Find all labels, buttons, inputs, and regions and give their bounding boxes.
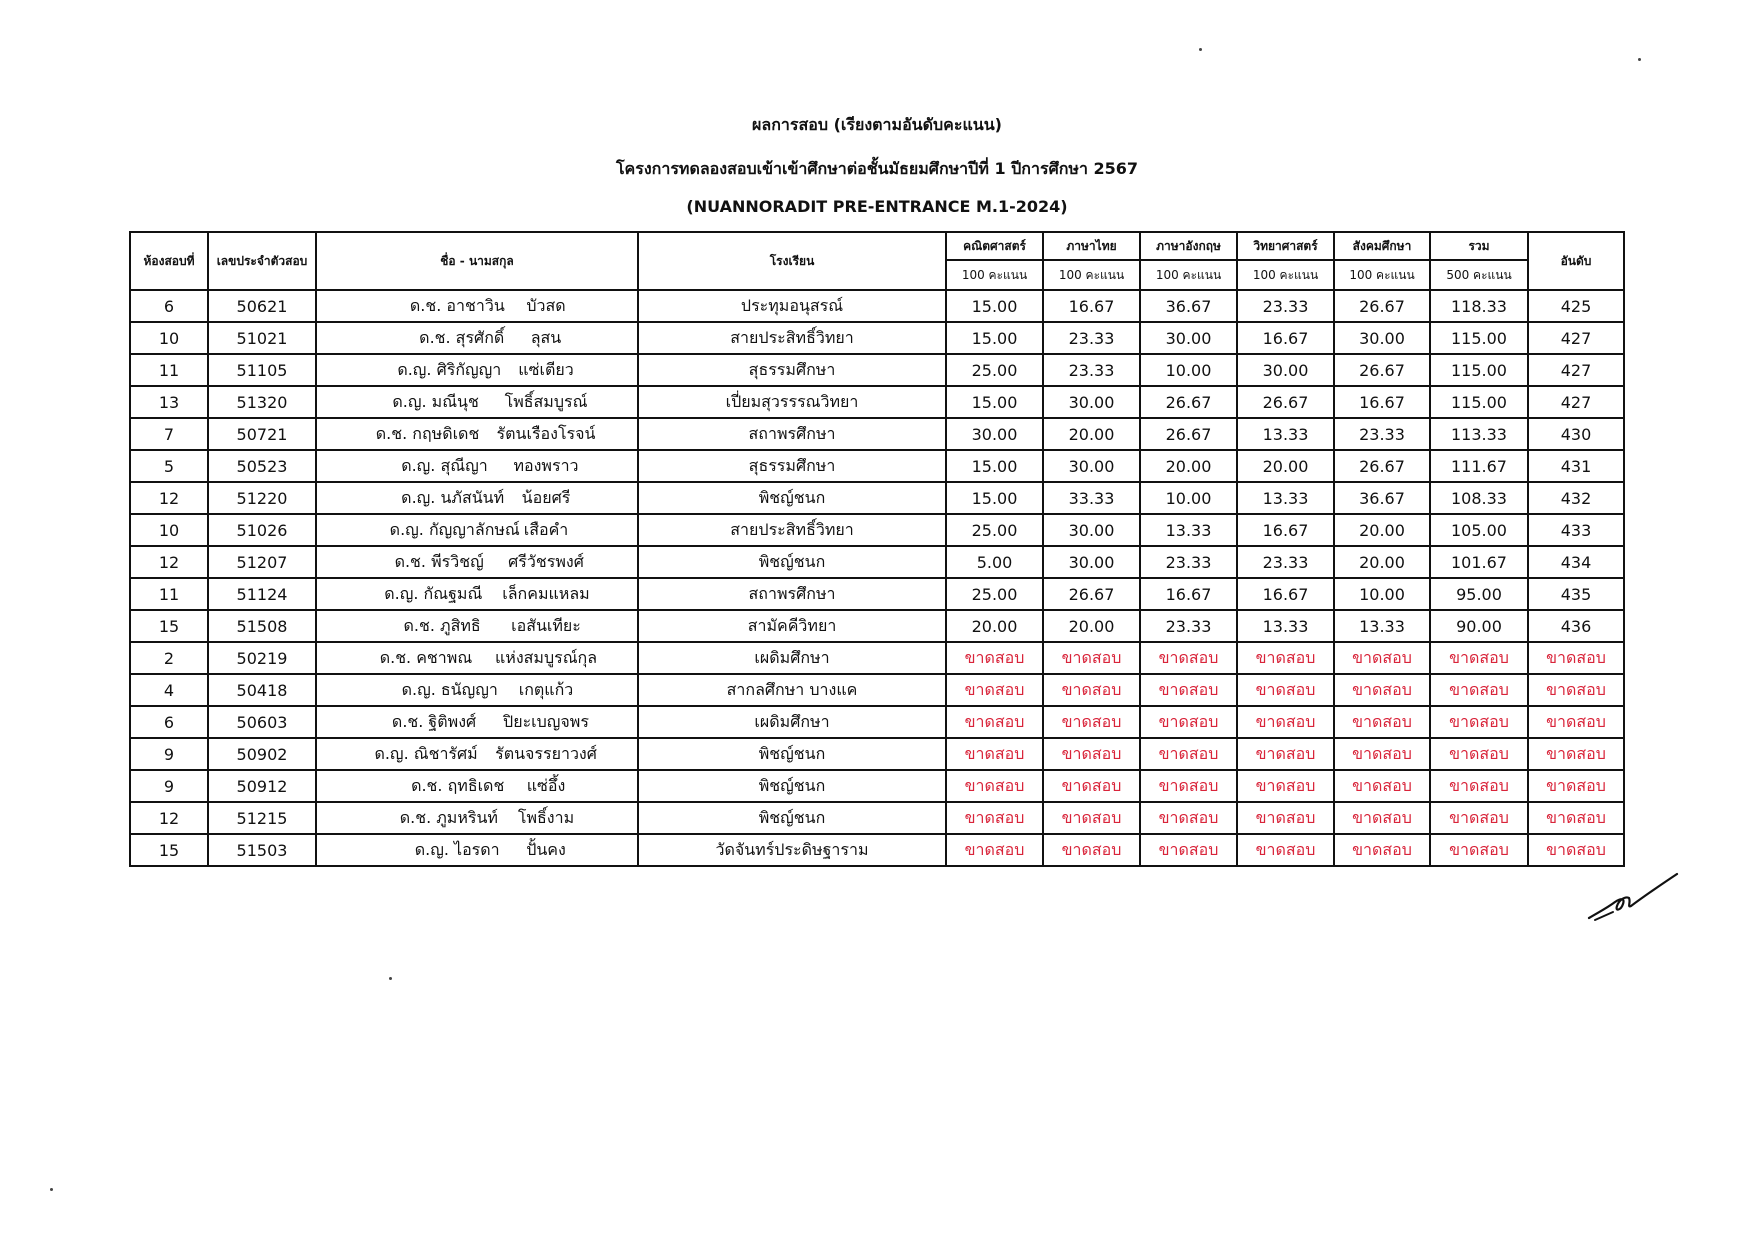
table-row: [130, 354, 1624, 386]
header-english: ภาษาอังกฤษ: [1140, 232, 1237, 260]
cell-school: สถาพรศึกษา: [638, 578, 946, 610]
cell-thai: 30.00: [1043, 450, 1140, 482]
cell-science: 13.33: [1237, 482, 1334, 514]
cell-math: 30.00: [946, 418, 1043, 450]
cell-name: [316, 354, 638, 386]
last-name: รัตนจรรยาวงศ์: [495, 743, 597, 763]
last-name: โพธิ์สมบูรณ์: [504, 391, 588, 411]
last-name: แซ่อึ้ง: [526, 775, 566, 795]
table-row: [130, 546, 1624, 578]
last-name: เล็กคมแหลม: [502, 583, 590, 603]
cell-thai: 26.67: [1043, 578, 1140, 610]
cell-name: [316, 770, 638, 802]
cell-social: ขาดสอบ: [1334, 674, 1430, 706]
cell-total: ขาดสอบ: [1430, 642, 1528, 674]
cell-total: 118.33: [1430, 290, 1528, 322]
cell-social: ขาดสอบ: [1334, 834, 1430, 866]
cell-rank: 427: [1528, 322, 1624, 354]
cell-science: ขาดสอบ: [1237, 642, 1334, 674]
last-name: เอสันเทียะ: [511, 615, 581, 635]
cell-social: 26.67: [1334, 450, 1430, 482]
last-name: แห่งสมบูรณ์กุล: [494, 647, 598, 667]
cell-school: สถาพรศึกษา: [638, 418, 946, 450]
cell-room: 9: [130, 770, 208, 802]
cell-math: ขาดสอบ: [946, 834, 1043, 866]
cell-total: 105.00: [1430, 514, 1528, 546]
results-table: [129, 231, 1625, 867]
table-row: [130, 706, 1624, 738]
cell-science: 16.67: [1237, 578, 1334, 610]
first-name: ด.ช. ฐิติพงศ์: [391, 711, 477, 731]
cell-thai: ขาดสอบ: [1043, 802, 1140, 834]
cell-math: 25.00: [946, 354, 1043, 386]
last-name: ลุสน: [530, 327, 562, 347]
last-name: น้อยศรี: [521, 487, 571, 507]
table-row: [130, 642, 1624, 674]
header-math: คณิตศาสตร์: [946, 232, 1043, 260]
cell-english: 13.33: [1140, 514, 1237, 546]
cell-english: ขาดสอบ: [1140, 674, 1237, 706]
cell-thai: 23.33: [1043, 354, 1140, 386]
first-name: ด.ญ. กัญญาลักษณ์: [389, 519, 520, 539]
cell-school: เผดิมศึกษา: [638, 706, 946, 738]
cell-room: 9: [130, 738, 208, 770]
first-name: ด.ญ. ศิริกัญญา: [397, 359, 502, 379]
table-row: [130, 610, 1624, 642]
cell-thai: 20.00: [1043, 418, 1140, 450]
cell-social: 20.00: [1334, 514, 1430, 546]
speck: [50, 1188, 53, 1191]
cell-science: 13.33: [1237, 610, 1334, 642]
cell-total: 113.33: [1430, 418, 1528, 450]
cell-total: 115.00: [1430, 386, 1528, 418]
last-name: แซ่เตียว: [518, 359, 574, 379]
last-name: โพธิ์งาม: [517, 807, 575, 827]
cell-math: 15.00: [946, 482, 1043, 514]
cell-exam-id: 51220: [208, 482, 316, 514]
cell-total: ขาดสอบ: [1430, 802, 1528, 834]
table-row: [130, 674, 1624, 706]
cell-school: สุธรรมศึกษา: [638, 450, 946, 482]
cell-thai: ขาดสอบ: [1043, 674, 1140, 706]
cell-total: 95.00: [1430, 578, 1528, 610]
cell-thai: 16.67: [1043, 290, 1140, 322]
header-science: วิทยาศาสตร์: [1237, 232, 1334, 260]
speck: [1638, 58, 1641, 61]
cell-total: ขาดสอบ: [1430, 770, 1528, 802]
header-name: ชื่อ - นามสกุล: [316, 232, 638, 290]
first-name: ด.ญ. ธนัญญา: [401, 679, 498, 699]
cell-total: 101.67: [1430, 546, 1528, 578]
cell-social: 13.33: [1334, 610, 1430, 642]
cell-room: 5: [130, 450, 208, 482]
header-social-max: 100 คะแนน: [1334, 260, 1430, 290]
cell-room: 12: [130, 546, 208, 578]
cell-total: 115.00: [1430, 322, 1528, 354]
cell-rank: 425: [1528, 290, 1624, 322]
cell-english: 10.00: [1140, 354, 1237, 386]
first-name: ด.ญ. ไอรดา: [414, 839, 500, 859]
cell-room: 6: [130, 706, 208, 738]
cell-rank: 430: [1528, 418, 1624, 450]
cell-rank: 432: [1528, 482, 1624, 514]
table-body: [130, 290, 1624, 866]
cell-room: 12: [130, 482, 208, 514]
cell-exam-id: 51105: [208, 354, 316, 386]
header-math-max: 100 คะแนน: [946, 260, 1043, 290]
last-name: เกตุแก้ว: [518, 679, 574, 699]
first-name: ด.ญ. กัณฐมณี: [384, 583, 483, 603]
table-row: [130, 386, 1624, 418]
table-row: [130, 450, 1624, 482]
cell-school: เปี่ยมสุวรรรณวิทยา: [638, 386, 946, 418]
table-row: [130, 322, 1624, 354]
cell-total: 115.00: [1430, 354, 1528, 386]
cell-science: 26.67: [1237, 386, 1334, 418]
cell-math: ขาดสอบ: [946, 802, 1043, 834]
cell-rank: ขาดสอบ: [1528, 770, 1624, 802]
cell-room: 13: [130, 386, 208, 418]
cell-name: [316, 674, 638, 706]
cell-exam-id: 50912: [208, 770, 316, 802]
cell-exam-id: 51124: [208, 578, 316, 610]
cell-math: 15.00: [946, 290, 1043, 322]
cell-thai: ขาดสอบ: [1043, 738, 1140, 770]
cell-total: ขาดสอบ: [1430, 834, 1528, 866]
cell-total: 108.33: [1430, 482, 1528, 514]
cell-name: [316, 738, 638, 770]
cell-exam-id: 51320: [208, 386, 316, 418]
table-row: [130, 834, 1624, 866]
cell-social: 23.33: [1334, 418, 1430, 450]
cell-school: สายประสิทธิ์วิทยา: [638, 514, 946, 546]
cell-name: [316, 386, 638, 418]
cell-room: 10: [130, 322, 208, 354]
last-name: ปั้นคง: [526, 839, 566, 859]
cell-thai: 33.33: [1043, 482, 1140, 514]
table-row: [130, 802, 1624, 834]
first-name: ด.ช. กฤษดิเดช: [375, 423, 480, 443]
cell-math: 25.00: [946, 514, 1043, 546]
speck: [389, 977, 392, 980]
cell-room: 15: [130, 610, 208, 642]
cell-rank: ขาดสอบ: [1528, 738, 1624, 770]
cell-rank: ขาดสอบ: [1528, 642, 1624, 674]
cell-science: 16.67: [1237, 514, 1334, 546]
last-name: บัวสด: [526, 295, 566, 315]
cell-math: 15.00: [946, 386, 1043, 418]
handwritten-signature-icon: [1585, 868, 1681, 924]
cell-social: 20.00: [1334, 546, 1430, 578]
cell-total: 90.00: [1430, 610, 1528, 642]
cell-thai: ขาดสอบ: [1043, 642, 1140, 674]
cell-english: ขาดสอบ: [1140, 706, 1237, 738]
cell-school: พิชญ์ชนก: [638, 802, 946, 834]
cell-school: วัดจันทร์ประดิษฐาราม: [638, 834, 946, 866]
cell-total: ขาดสอบ: [1430, 706, 1528, 738]
cell-name: [316, 802, 638, 834]
cell-english: 10.00: [1140, 482, 1237, 514]
header-science-max: 100 คะแนน: [1237, 260, 1334, 290]
cell-room: 7: [130, 418, 208, 450]
cell-school: พิชญ์ชนก: [638, 482, 946, 514]
cell-school: สามัคคีวิทยา: [638, 610, 946, 642]
header-english-max: 100 คะแนน: [1140, 260, 1237, 290]
cell-english: ขาดสอบ: [1140, 802, 1237, 834]
header-total-max: 500 คะแนน: [1430, 260, 1528, 290]
cell-school: สายประสิทธิ์วิทยา: [638, 322, 946, 354]
last-name: ทองพราว: [513, 455, 579, 475]
first-name: ด.ช. สุรศักดิ์: [419, 327, 505, 347]
table-row: [130, 770, 1624, 802]
first-name: ด.ช. ภูสิทธิ: [403, 615, 481, 635]
cell-exam-id: 50523: [208, 450, 316, 482]
cell-rank: ขาดสอบ: [1528, 674, 1624, 706]
cell-social: ขาดสอบ: [1334, 802, 1430, 834]
cell-total: ขาดสอบ: [1430, 674, 1528, 706]
cell-exam-id: 51207: [208, 546, 316, 578]
cell-math: 15.00: [946, 450, 1043, 482]
header-school: โรงเรียน: [638, 232, 946, 290]
header-room: ห้องสอบที่: [130, 232, 208, 290]
cell-english: 36.67: [1140, 290, 1237, 322]
cell-english: ขาดสอบ: [1140, 834, 1237, 866]
cell-exam-id: 51508: [208, 610, 316, 642]
table-row: [130, 578, 1624, 610]
cell-exam-id: 50219: [208, 642, 316, 674]
cell-social: 26.67: [1334, 354, 1430, 386]
cell-rank: 433: [1528, 514, 1624, 546]
cell-thai: 30.00: [1043, 546, 1140, 578]
cell-name: [316, 642, 638, 674]
cell-rank: 427: [1528, 386, 1624, 418]
cell-science: ขาดสอบ: [1237, 770, 1334, 802]
first-name: ด.ญ. ณิชารัศม์: [374, 743, 478, 763]
cell-math: 5.00: [946, 546, 1043, 578]
table-row: [130, 418, 1624, 450]
cell-rank: 435: [1528, 578, 1624, 610]
header-thai: ภาษาไทย: [1043, 232, 1140, 260]
cell-english: ขาดสอบ: [1140, 770, 1237, 802]
table-row: [130, 290, 1624, 322]
cell-math: 20.00: [946, 610, 1043, 642]
cell-social: 16.67: [1334, 386, 1430, 418]
cell-name: [316, 322, 638, 354]
header-total: รวม: [1430, 232, 1528, 260]
cell-science: 13.33: [1237, 418, 1334, 450]
table-row: [130, 514, 1624, 546]
cell-science: ขาดสอบ: [1237, 834, 1334, 866]
cell-name: [316, 578, 638, 610]
cell-exam-id: 50621: [208, 290, 316, 322]
cell-english: ขาดสอบ: [1140, 642, 1237, 674]
cell-exam-id: 50603: [208, 706, 316, 738]
cell-english: 20.00: [1140, 450, 1237, 482]
cell-exam-id: 51215: [208, 802, 316, 834]
cell-english: 23.33: [1140, 546, 1237, 578]
cell-science: 20.00: [1237, 450, 1334, 482]
cell-exam-id: 50902: [208, 738, 316, 770]
first-name: ด.ญ. มณีนุช: [392, 391, 479, 411]
cell-school: สุธรรมศึกษา: [638, 354, 946, 386]
cell-name: [316, 610, 638, 642]
cell-english: 16.67: [1140, 578, 1237, 610]
cell-exam-id: 51021: [208, 322, 316, 354]
first-name: ด.ช. ฤทธิเดช: [411, 775, 505, 795]
cell-room: 6: [130, 290, 208, 322]
cell-school: เผดิมศึกษา: [638, 642, 946, 674]
first-name: ด.ช. ภูมหรินท์: [399, 807, 498, 827]
cell-english: 23.33: [1140, 610, 1237, 642]
document-program-code: (NUANNORADIT PRE-ENTRANCE M.1-2024): [686, 197, 1068, 216]
last-name: เสือคำ: [523, 519, 569, 539]
cell-rank: ขาดสอบ: [1528, 706, 1624, 738]
cell-rank: ขาดสอบ: [1528, 834, 1624, 866]
cell-room: 4: [130, 674, 208, 706]
cell-thai: 30.00: [1043, 386, 1140, 418]
cell-thai: 23.33: [1043, 322, 1140, 354]
cell-name: [316, 450, 638, 482]
first-name: ด.ญ. สุณีญา: [401, 455, 488, 475]
last-name: ศรีวัชรพงศ์: [508, 551, 584, 571]
cell-science: ขาดสอบ: [1237, 802, 1334, 834]
cell-english: 26.67: [1140, 418, 1237, 450]
cell-school: สากลศึกษา บางแค: [638, 674, 946, 706]
cell-english: 30.00: [1140, 322, 1237, 354]
cell-school: ประทุมอนุสรณ์: [638, 290, 946, 322]
cell-science: 16.67: [1237, 322, 1334, 354]
table-row: [130, 738, 1624, 770]
cell-rank: 436: [1528, 610, 1624, 642]
cell-math: 15.00: [946, 322, 1043, 354]
header-social: สังคมศึกษา: [1334, 232, 1430, 260]
speck: [1199, 48, 1202, 51]
cell-name: [316, 514, 638, 546]
table-row: [130, 482, 1624, 514]
cell-english: ขาดสอบ: [1140, 738, 1237, 770]
first-name: ด.ช. อาชาวิน: [409, 295, 505, 315]
cell-science: 23.33: [1237, 290, 1334, 322]
cell-rank: ขาดสอบ: [1528, 802, 1624, 834]
cell-math: ขาดสอบ: [946, 642, 1043, 674]
cell-social: ขาดสอบ: [1334, 642, 1430, 674]
cell-rank: 427: [1528, 354, 1624, 386]
first-name: ด.ช. คชาพณ: [379, 647, 473, 667]
cell-math: ขาดสอบ: [946, 770, 1043, 802]
document-title: ผลการสอบ (เรียงตามอันดับคะแนน): [752, 115, 1002, 134]
cell-thai: ขาดสอบ: [1043, 706, 1140, 738]
header-exam-id: เลขประจำตัวสอบ: [208, 232, 316, 290]
cell-thai: ขาดสอบ: [1043, 834, 1140, 866]
cell-thai: 20.00: [1043, 610, 1140, 642]
document-subtitle: โครงการทดลองสอบเข้าเข้าศึกษาต่อชั้นมัธยมศึกษาปีที่ 1 ปีการศึกษา 2567: [615, 159, 1139, 178]
cell-room: 12: [130, 802, 208, 834]
cell-name: [316, 834, 638, 866]
cell-exam-id: 50418: [208, 674, 316, 706]
cell-exam-id: 51026: [208, 514, 316, 546]
cell-science: 23.33: [1237, 546, 1334, 578]
cell-name: [316, 482, 638, 514]
cell-room: 15: [130, 834, 208, 866]
cell-room: 10: [130, 514, 208, 546]
cell-total: 111.67: [1430, 450, 1528, 482]
header-rank: อันดับ: [1528, 232, 1624, 290]
cell-total: ขาดสอบ: [1430, 738, 1528, 770]
cell-social: 30.00: [1334, 322, 1430, 354]
cell-name: [316, 546, 638, 578]
cell-rank: 434: [1528, 546, 1624, 578]
cell-name: [316, 290, 638, 322]
cell-rank: 431: [1528, 450, 1624, 482]
cell-english: 26.67: [1140, 386, 1237, 418]
cell-thai: ขาดสอบ: [1043, 770, 1140, 802]
cell-social: ขาดสอบ: [1334, 770, 1430, 802]
cell-math: 25.00: [946, 578, 1043, 610]
cell-exam-id: 50721: [208, 418, 316, 450]
first-name: ด.ญ. นภัสนันท์: [401, 487, 505, 507]
cell-room: 2: [130, 642, 208, 674]
cell-math: ขาดสอบ: [946, 738, 1043, 770]
header-thai-max: 100 คะแนน: [1043, 260, 1140, 290]
last-name: รัตนเรืองโรจน์: [496, 423, 596, 443]
cell-science: 30.00: [1237, 354, 1334, 386]
cell-social: 36.67: [1334, 482, 1430, 514]
cell-name: [316, 706, 638, 738]
cell-social: 26.67: [1334, 290, 1430, 322]
cell-social: ขาดสอบ: [1334, 738, 1430, 770]
first-name: ด.ช. พีรวิชญ์: [394, 551, 484, 571]
cell-school: พิชญ์ชนก: [638, 738, 946, 770]
cell-exam-id: 51503: [208, 834, 316, 866]
cell-social: 10.00: [1334, 578, 1430, 610]
cell-room: 11: [130, 354, 208, 386]
cell-science: ขาดสอบ: [1237, 706, 1334, 738]
last-name: ปิยะเบญจพร: [503, 711, 589, 731]
cell-school: พิชญ์ชนก: [638, 546, 946, 578]
table-header: [130, 232, 1624, 290]
cell-name: [316, 418, 638, 450]
cell-thai: 30.00: [1043, 514, 1140, 546]
cell-science: ขาดสอบ: [1237, 674, 1334, 706]
cell-room: 11: [130, 578, 208, 610]
cell-school: พิชญ์ชนก: [638, 770, 946, 802]
cell-science: ขาดสอบ: [1237, 738, 1334, 770]
cell-social: ขาดสอบ: [1334, 706, 1430, 738]
cell-math: ขาดสอบ: [946, 674, 1043, 706]
cell-math: ขาดสอบ: [946, 706, 1043, 738]
